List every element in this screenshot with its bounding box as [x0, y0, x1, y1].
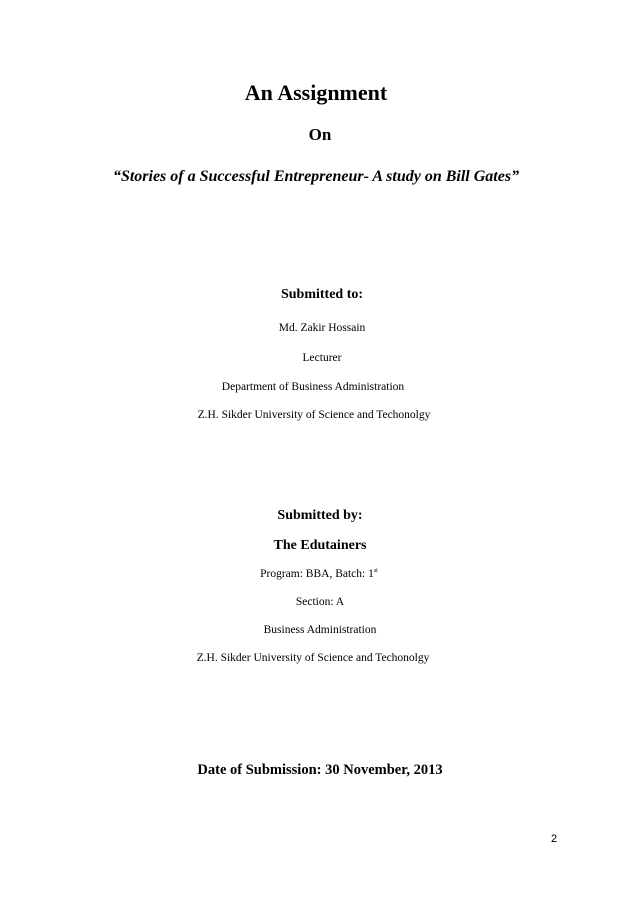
program-batch-text: Program: BBA, Batch: 1 — [260, 568, 374, 580]
submitted-by-heading: Submitted by: — [277, 508, 363, 523]
submitted-to-university: Z.H. Sikder University of Science and Techonolgy — [197, 409, 431, 421]
program-batch — [0, 568, 638, 580]
page-number: 2 — [551, 833, 558, 845]
document-title: An Assignment — [244, 80, 388, 105]
submitted-by-university: Z.H. Sikder University of Science and Techonolgy — [196, 652, 430, 664]
batch-ordinal-suffix: st — [373, 568, 378, 575]
assignment-topic: “Stories of a Successful Entrepreneur- A study on Bill Gates” — [112, 168, 520, 185]
title-on: On — [308, 125, 332, 144]
submitted-by-department: Business Administration — [263, 624, 377, 636]
submitted-to-department: Department of Business Administration — [221, 381, 405, 393]
group-name: The Edutainers — [273, 538, 367, 553]
section: Section: A — [295, 596, 345, 608]
date-of-submission: Date of Submission: 30 November, 2013 — [197, 762, 443, 778]
submitted-to-heading: Submitted to: — [280, 287, 364, 302]
submitted-to-designation: Lecturer — [302, 352, 342, 364]
submitted-to-name: Md. Zakir Hossain — [278, 322, 366, 334]
